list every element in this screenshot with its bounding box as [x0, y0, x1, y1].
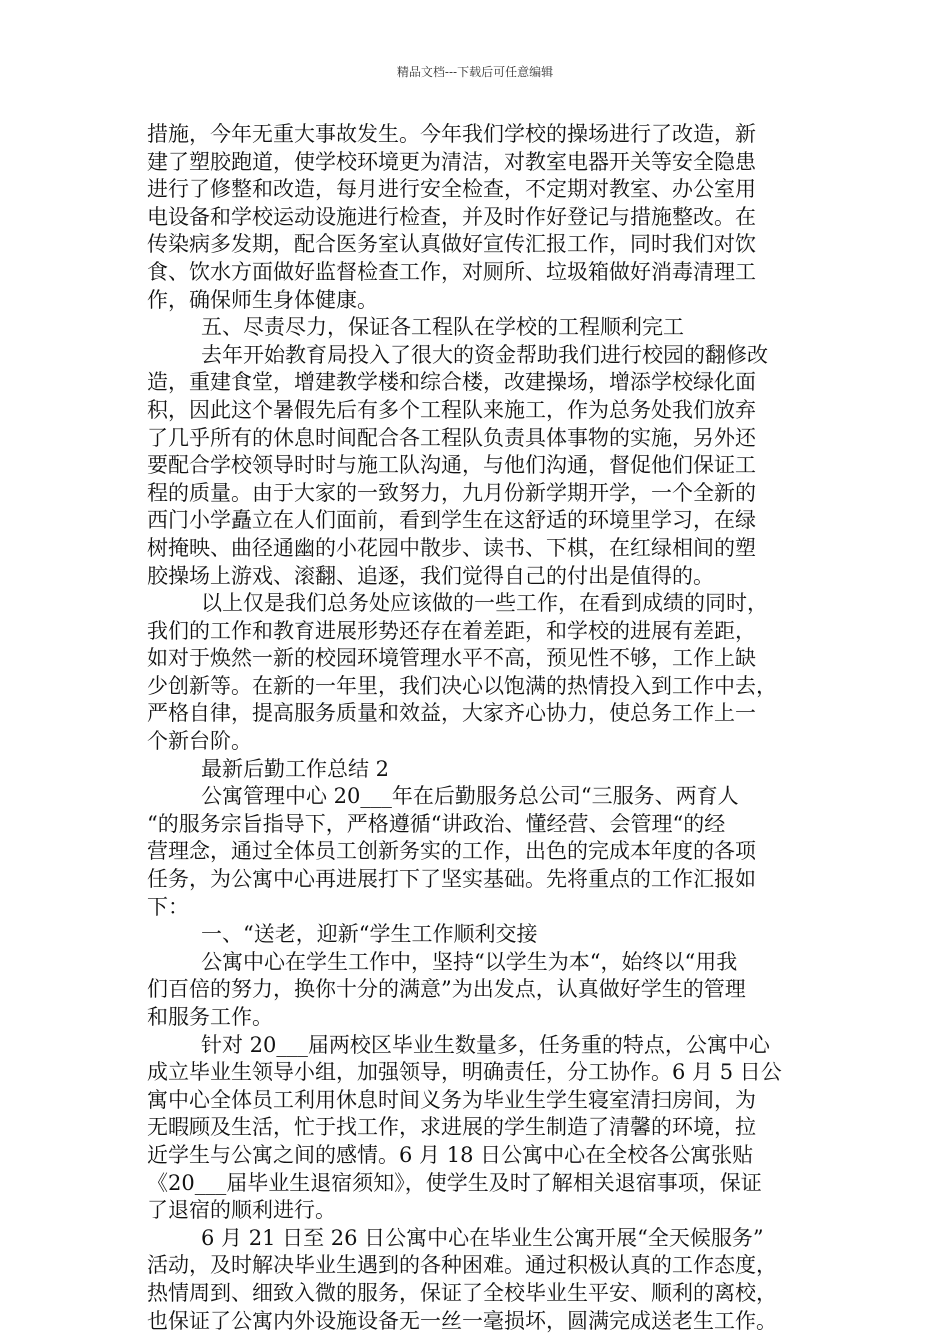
text-line: 寓中心全体员工利用休息时间义务为毕业生学生寝室清扫房间，为	[147, 1087, 756, 1112]
text-line: 如对于焕然一新的校园环境管理水平不高，预见性不够，工作上缺	[147, 646, 756, 671]
text-line: 措施，今年无重大事故发生。今年我们学校的操场进行了改造，新	[147, 122, 756, 146]
text-line: 电设备和学校运动设施进行检查，并及时作好登记与措施整改。在	[147, 204, 756, 229]
text-line: 西门小学矗立在人们面前，看到学生在这舒适的环境里学习，在绿	[147, 508, 756, 533]
text-line: 少创新等。在新的一年里，我们决心以饱满的热情投入到工作中去，	[147, 673, 777, 698]
text-line: 公寓中心在学生工作中，坚持“以学生为本“，始终以“用我	[201, 949, 738, 974]
text-line: 活动，及时解决毕业生遇到的各种困难。通过积极认真的工作态度，	[147, 1253, 777, 1278]
text-line: 营理念，通过全体员工创新务实的工作，出色的完成本年度的各项	[147, 839, 756, 864]
text-line: 也保证了公寓内外设施设备无一丝一毫损坏，圆满完成送老生工作。	[147, 1308, 777, 1333]
text-line: 我们的工作和教育进展形势还存在着差距，和学校的进展有差距，	[147, 618, 756, 643]
text-line: 针对 20___届两校区毕业生数量多，任务重的特点，公寓中心	[201, 1032, 770, 1057]
text-line: 近学生与公寓之间的感情。6 月 18 日公寓中心在全校各公寓张贴	[147, 1142, 754, 1167]
text-line: 程的质量。由于大家的一致努力，九月份新学期开学，一个全新的	[147, 480, 756, 505]
text-line: 进行了修整和改造，每月进行安全检查，不定期对教室、办公室用	[147, 177, 756, 202]
text-line: 热情周到、细致入微的服务，保证了全校毕业生平安、顺利的离校，	[147, 1280, 777, 1305]
text-line: 个新台阶。	[147, 729, 252, 754]
text-line: 公寓管理中心 20___年在后勤服务总公司“三服务、两育人	[201, 784, 739, 809]
text-line: 要配合学校领导时时与施工队沟通，与他们沟通，督促他们保证工	[147, 453, 756, 478]
text-line: 五、尽责尽力，保证各工程队在学校的工程顺利完工	[201, 315, 684, 340]
text-line: 6 月 21 日至 26 日公寓中心在毕业生公寓开展“全天候服务”	[201, 1225, 764, 1250]
text-line: 任务，为公寓中心再进展打下了坚实基础。先将重点的工作汇报如	[147, 867, 756, 892]
text-line: “的服务宗旨指导下，严格遵循“讲政治、懂经营、会管理“的经	[147, 811, 726, 836]
text-line: 一、“送老，迎新“学生工作顺利交接	[201, 922, 538, 947]
text-line: 树掩映、曲径通幽的小花园中散步、读书、下棋，在红绿相间的塑	[147, 535, 756, 560]
text-line: 去年开始教育局投入了很大的资金帮助我们进行校园的翻修改	[201, 342, 768, 367]
text-line: 和服务工作。	[147, 1005, 273, 1029]
text-line: 严格自律，提高服务质量和效益，大家齐心协力，使总务工作上一	[147, 701, 756, 726]
text-line: 以上仅是我们总务处应该做的一些工作，在看到成绩的同时，	[201, 591, 768, 616]
text-line: 胶操场上游戏、滚翻、追逐，我们觉得自己的付出是值得的。	[147, 563, 714, 588]
text-line: 最新后勤工作总结 2	[201, 756, 390, 781]
text-line: 传染病多发期，配合医务室认真做好宣传汇报工作，同时我们对饮	[147, 232, 756, 257]
text-line: 了退宿的顺利进行。	[147, 1198, 336, 1223]
text-line: 成立毕业生领导小组，加强领导，明确责任，分工协作。6 月 5 日公	[147, 1060, 782, 1085]
text-line: 积，因此这个暑假先后有多个工程队来施工，作为总务处我们放弃	[147, 397, 756, 422]
document-body	[147, 121, 817, 1335]
text-line: 下：	[147, 894, 189, 919]
text-line: 作，确保师生身体健康。	[147, 287, 378, 312]
text-line: 食、饮水方面做好监督检查工作，对厕所、垃圾箱做好消毒清理工	[147, 259, 756, 284]
page-header: 精品文档---下载后可任意编辑	[396, 65, 554, 79]
text-line: 无暇顾及生活，忙于找工作，求进展的学生制造了清馨的环境，拉	[147, 1115, 756, 1140]
text-line: 了几乎所有的休息时间配合各工程队负责具体事物的实施，另外还	[147, 425, 756, 450]
text-line: 造，重建食堂，增建教学楼和综合楼，改建操场，增添学校绿化面	[147, 370, 756, 395]
text-line: 《20___届毕业生退宿须知》，使学生及时了解相关退宿事项，保证	[147, 1170, 762, 1195]
text-line: 们百倍的努力，换你十分的满意”为出发点，认真做好学生的管理	[147, 977, 746, 1002]
text-line: 建了塑胶跑道，使学校环境更为清洁，对教室电器开关等安全隐患	[147, 149, 756, 174]
